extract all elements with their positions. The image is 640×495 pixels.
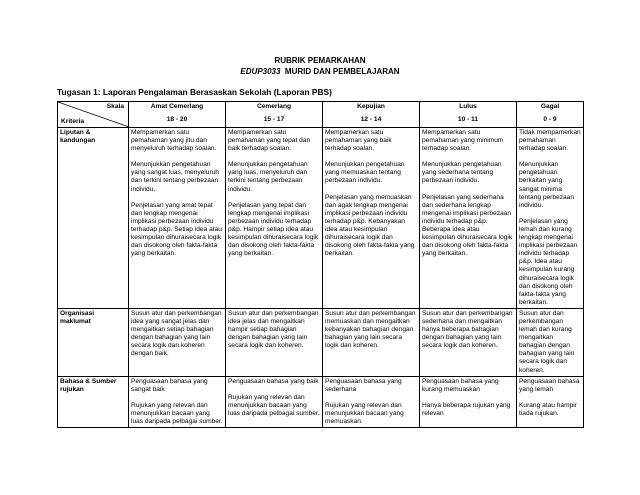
rubric-cell	[226, 308, 323, 376]
descriptor-text: Penjelasan yang memuaskan dan agak lengkap mengenai implikasi perbezaan individu terhadap p&p. Kebanyakan idea atau kesimpulan dihuraisecara logik dan disokong oleh fakta-fakta yang berkaitan.	[325, 193, 415, 258]
level-name: Amat Cemerlang	[150, 103, 204, 110]
level-range: 18 - 20	[166, 116, 188, 124]
descriptor-text: Mempamerkan satu pemahaman yang jitu dan menyeluruh terhadap soalan.	[131, 129, 217, 153]
descriptor-text: Susun atur dan perkembangan memuaskan dan mengaitkan kebanyakan bahagian dengan bahagian yang lain secara logik dan koheren.	[325, 309, 416, 350]
rubric-cell	[420, 376, 517, 427]
row-liputan-kandungan	[58, 128, 584, 309]
task-title: Tugasan 1: Laporan Pengalaman Berasaskan Sekolah (Laporan PBS)	[57, 87, 332, 97]
descriptor-text: Menunjukkan pengetahuan berkaitan yang sangat minima tentang perbezaan individu.	[519, 161, 574, 209]
criterion-label: Liputan & kandungan	[58, 128, 129, 309]
descriptor-text: Penguasaan bahasa yang sangat baik	[131, 377, 208, 393]
level-range: 10 - 11	[457, 116, 479, 124]
rubric-cell	[420, 308, 517, 376]
scale-label: Skala	[106, 103, 124, 110]
rubric-cell	[517, 128, 584, 309]
criterion-label: Bahasa & Sumber rujukan	[58, 376, 129, 427]
rubric-cell	[129, 128, 226, 309]
rubric-cell	[129, 376, 226, 427]
descriptor-text: Tidak mempamerkan pemahaman terhadap soalan.	[519, 129, 581, 153]
descriptor-text: Penguasaan bahasa yang lemah	[519, 377, 580, 393]
level-header-5	[517, 102, 584, 128]
header-row	[58, 102, 584, 128]
rubric-cell	[323, 376, 420, 427]
descriptor-text: Susun atur dan perkembangan idea jelas dan mengaitkan hampir setiap bahagian dengan bahagian yang lain secara logik dan koheren.	[228, 309, 319, 350]
rubric-table	[57, 101, 584, 428]
course-heading	[0, 67, 640, 76]
level-name: Cemerlang	[256, 103, 292, 110]
descriptor-text: Penguasaan bahasa yang baik	[228, 377, 319, 385]
level-range: 15 - 17	[263, 116, 285, 124]
criterion-label: Organisasi maklumat	[58, 308, 129, 376]
descriptor-text: Penjelasan yang sederhana dan sederhana lengkap mengenai implikasi perbezaan individu terhadap p&p. Beberapa idea atau kesimpulan dihuraisecara logik dan disokong oleh fakta-fakta yang berkaitan.	[422, 193, 513, 258]
descriptor-text: Penjelasan yang lemah dan kurang lengkap mengenai implikasi perbezaan individu terhadap p&p. Idea atau kesimpulan kurang dihuraisecara logik dan disokong oleh fakta-fakta yang berkaitan.	[519, 217, 578, 306]
level-header-1	[129, 102, 226, 128]
descriptor-text: Kurang atau hampir tiada rujukan.	[519, 401, 577, 417]
rubric-cell	[517, 376, 584, 427]
rubric-cell	[226, 128, 323, 309]
descriptor-text: Rujukan yang relevan dan menunjukkan bacaan yang memuaskan.	[325, 401, 404, 425]
level-range: 0 - 9	[543, 116, 557, 124]
level-header-2	[226, 102, 323, 128]
level-name: Lulus	[459, 103, 477, 110]
course-name: MURID DAN PEMBELAJARAN	[284, 67, 400, 76]
descriptor-text: Mempamerkan satu pemahaman yang baik terhadap soalan.	[325, 129, 392, 153]
descriptor-text: Hanya beberapa rujukan yang relevan	[422, 401, 511, 417]
rubric-title: RUBRIK PEMARKAHAN	[274, 56, 366, 65]
level-header-3	[323, 102, 420, 128]
descriptor-text: Menunjukkan pengetahuan yang memuaskan tentang perbezaan individu.	[325, 161, 405, 185]
descriptor-text: Susun atur dan perkembangan idea yang sangat jelas dan mengaitkan setiap bahagian dengan bahagian yang lain secara logik dan koheren dengan baik.	[131, 309, 222, 358]
descriptor-text: Penjelasan yang amat tepat dan lengkap mengenai implikasi perbezaan individu terhadap p&p. Setiap idea atau kesimpulan dihuraisecara logik dan disokong oleh fakta-fakta yang berkaitan.	[131, 201, 222, 258]
level-range: 12 - 14	[360, 116, 382, 124]
row-organisasi-maklumat	[58, 308, 584, 376]
level-header-4	[420, 102, 517, 128]
level-name: Kepujian	[357, 103, 385, 110]
corner-cell	[58, 102, 129, 128]
descriptor-text: Penguasaan bahasa yang kurang memuaskan	[422, 377, 499, 393]
rubric-cell	[226, 376, 323, 427]
descriptor-text: Mempamerkan satu pemahaman yang tepat dan baik terhadap soalan.	[228, 129, 311, 153]
descriptor-text: Penjelasan yang tepat dan lengkap mengenai implikasi perbezaan individu terhadap p&p. Hampir setiap idea atau kesimpulan dihuraisecara logik dan disokong oleh fakta-fakta yang berkaitan.	[228, 201, 319, 258]
rubric-cell	[323, 128, 420, 309]
descriptor-text: Menunjukkan pengetahuan yang sederhana tentang perbezaan individu.	[422, 161, 502, 185]
descriptor-text: Menunjukkan pengetahuan yang luas, menyeluruh dan terkini tentang perbezaan individu.	[228, 161, 308, 193]
rubric-cell	[420, 128, 517, 309]
descriptor-text: Mempamerkan satu pemahaman yang minimum terhadap soalan.	[422, 129, 504, 153]
level-name: Gagal	[540, 103, 560, 110]
rubric-cell	[323, 308, 420, 376]
descriptor-text: Menunjukkan pengetahuan yang sangat luas, menyeluruh dan terkini tentang perbezaan individu.	[131, 161, 219, 193]
row-bahasa-sumber-rujukan	[58, 376, 584, 427]
descriptor-text: Rujukan yang relevan dan menunjukkan bacaan yang luas daripada pelbagai sumber.	[228, 393, 320, 417]
descriptor-text: Rujukan yang relevan dan menunjukkan bacaan yang luas daripada pelbagai sumber.	[131, 401, 223, 425]
descriptor-text: Susun atur dan perkembangan lemah dan kurang mengaitkan bahagian dengan bahagian yang lain secara logik dan koheren.	[519, 309, 575, 374]
criteria-label: Kriteria	[61, 117, 85, 125]
rubric-cell	[517, 308, 584, 376]
descriptor-text: Penguasaan bahasa yang sederhana	[325, 377, 402, 393]
course-code: EDUP3033	[240, 67, 281, 76]
descriptor-text: Susun atur dan perkembangan sederhana dan mengaitkan hanya beberapa bahagian dengan bahagian yang lain secara logik dan koheren.	[422, 309, 513, 350]
rubric-cell	[129, 308, 226, 376]
